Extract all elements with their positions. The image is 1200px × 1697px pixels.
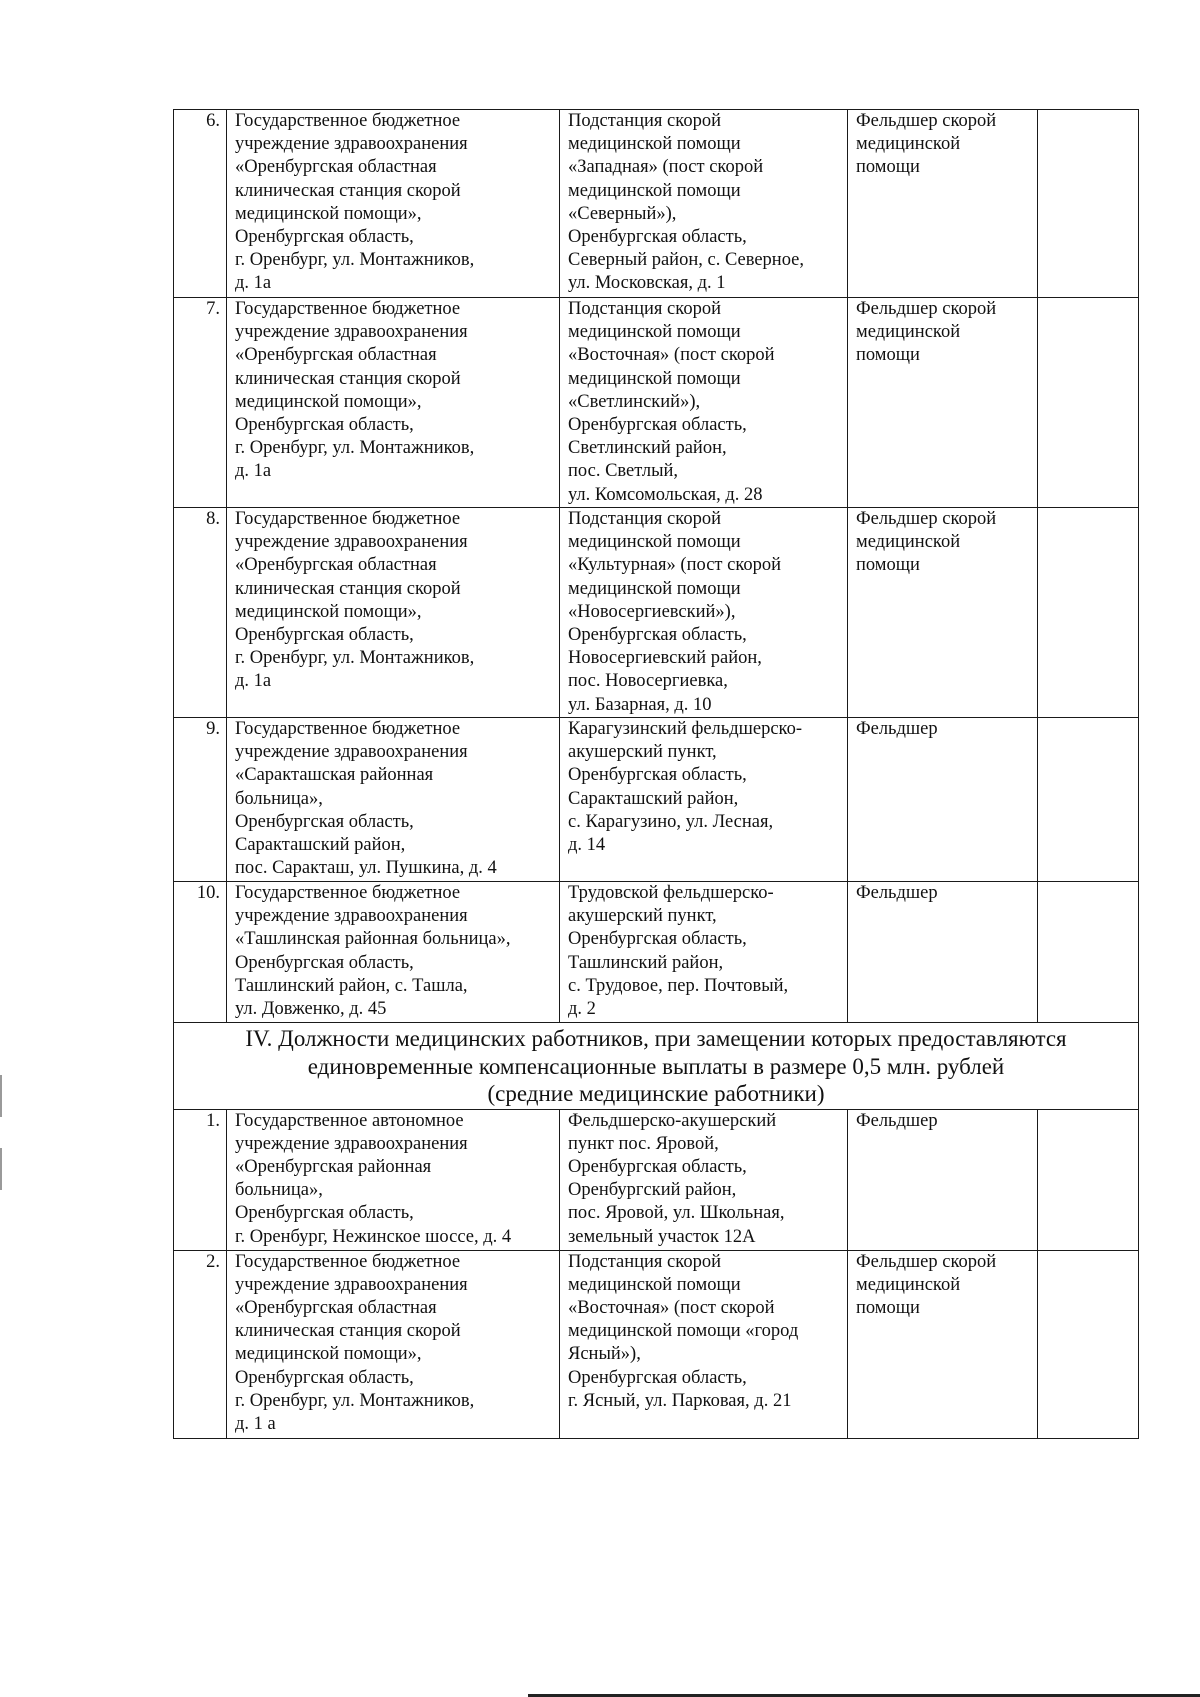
table-row (174, 508, 1139, 718)
table-row (174, 1109, 1139, 1250)
table-row (174, 882, 1139, 1023)
extra-cell (1038, 718, 1139, 882)
institution-cell: Государственное бюджетное учреждение здравоохранения «Оренбургская областная клиническая станция скорой медицинской помощи», Оренбургская область, г. Оренбург, ул. Монтажников, д. 1 а (227, 1250, 560, 1438)
subdivision-cell: Трудовской фельдшерско- акушерский пункт, Оренбургская область, Ташлинский район, с. Трудовое, пер. Почтовый, д. 2 (560, 882, 848, 1023)
position-cell: Фельдшер (848, 718, 1038, 882)
institution-cell: Государственное автономное учреждение здравоохранения «Оренбургская районная больница», Оренбургская область, г. Оренбург, Нежинское шоссе, д. 4 (227, 1109, 560, 1250)
institution-cell: Государственное бюджетное учреждение здравоохранения «Оренбургская областная клиническая станция скорой медицинской помощи», Оренбургская область, г. Оренбург, ул. Монтажников, д. 1а (227, 508, 560, 718)
positions-table (173, 109, 1139, 1439)
institution-cell: Государственное бюджетное учреждение здравоохранения «Оренбургская областная клиническая станция скорой медицинской помощи», Оренбургская область, г. Оренбург, ул. Монтажников, д. 1а (227, 298, 560, 508)
extra-cell (1038, 882, 1139, 1023)
subdivision-cell: Фельдшерско-акушерский пункт пос. Яровой, Оренбургская область, Оренбургский район, пос. Яровой, ул. Школьная, земельный участок 12А (560, 1109, 848, 1250)
position-cell: Фельдшер скорой медицинской помощи (848, 110, 1038, 298)
subdivision-cell: Подстанция скорой медицинской помощи «Западная» (пост скорой медицинской помощи «Северный»), Оренбургская область, Северный район, с. Северное, ул. Московская, д. 1 (560, 110, 848, 298)
extra-cell (1038, 298, 1139, 508)
scan-edge-mark (0, 1075, 2, 1117)
table-row (174, 718, 1139, 882)
position-cell: Фельдшер (848, 882, 1038, 1023)
subdivision-cell: Карагузинский фельдшерско- акушерский пункт, Оренбургская область, Саракташский район, с. Карагузино, ул. Лесная, д. 14 (560, 718, 848, 882)
position-cell: Фельдшер скорой медицинской помощи (848, 508, 1038, 718)
row-number: 1. (174, 1109, 227, 1250)
row-number: 7. (174, 298, 227, 508)
extra-cell (1038, 1250, 1139, 1438)
position-cell: Фельдшер (848, 1109, 1038, 1250)
table-row (174, 298, 1139, 508)
section-heading-row (174, 1023, 1139, 1110)
table-row (174, 1250, 1139, 1438)
row-number: 2. (174, 1250, 227, 1438)
institution-cell: Государственное бюджетное учреждение здравоохранения «Ташлинская районная больница», Оренбургская область, Ташлинский район, с. Ташла, ул. Довженко, д. 45 (227, 882, 560, 1023)
position-cell: Фельдшер скорой медицинской помощи (848, 1250, 1038, 1438)
extra-cell (1038, 110, 1139, 298)
row-number: 10. (174, 882, 227, 1023)
extra-cell (1038, 1109, 1139, 1250)
subdivision-cell: Подстанция скорой медицинской помощи «Восточная» (пост скорой медицинской помощи «город Ясный»), Оренбургская область, г. Ясный, ул. Парковая, д. 21 (560, 1250, 848, 1438)
row-number: 9. (174, 718, 227, 882)
row-number: 8. (174, 508, 227, 718)
institution-cell: Государственное бюджетное учреждение здравоохранения «Оренбургская областная клиническая станция скорой медицинской помощи», Оренбургская область, г. Оренбург, ул. Монтажников, д. 1а (227, 110, 560, 298)
scan-edge-mark (0, 1148, 2, 1190)
section-heading: IV. Должности медицинских работников, при замещении которых предоставляются единовременные компенсационные выплаты в размере 0,5 млн. рублей (средние медицинские работники) (174, 1023, 1139, 1110)
table-row (174, 110, 1139, 298)
position-cell: Фельдшер скорой медицинской помощи (848, 298, 1038, 508)
row-number: 6. (174, 110, 227, 298)
institution-cell: Государственное бюджетное учреждение здравоохранения «Саракташская районная больница», Оренбургская область, Саракташский район, пос. Саракташ, ул. Пушкина, д. 4 (227, 718, 560, 882)
extra-cell (1038, 508, 1139, 718)
subdivision-cell: Подстанция скорой медицинской помощи «Культурная» (пост скорой медицинской помощи «Новосергиевский»), Оренбургская область, Новосергиевский район, пос. Новосергиевка, ул. Базарная, д. 10 (560, 508, 848, 718)
subdivision-cell: Подстанция скорой медицинской помощи «Восточная» (пост скорой медицинской помощи «Светлинский»), Оренбургская область, Светлинский район, пос. Светлый, ул. Комсомольская, д. 28 (560, 298, 848, 508)
